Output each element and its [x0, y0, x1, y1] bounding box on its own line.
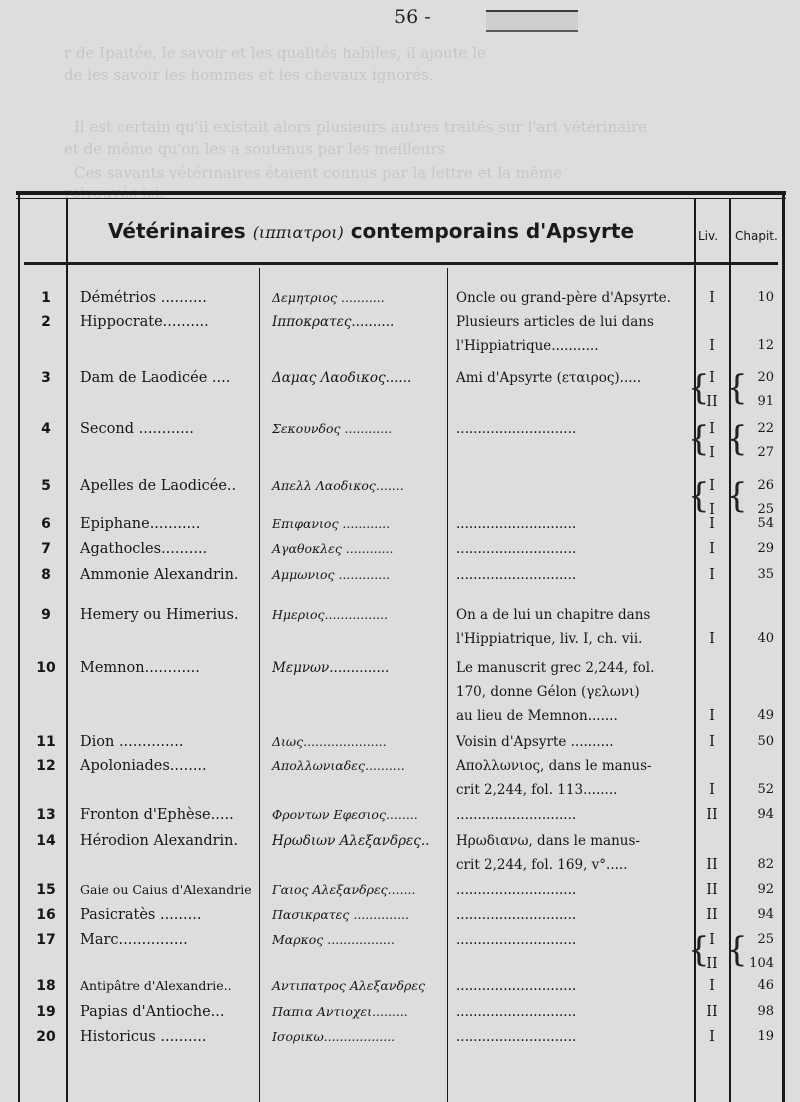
table-right-rule — [782, 191, 785, 1102]
row-chapitre: 82 — [757, 857, 774, 872]
row-chapitre: 94 — [757, 907, 774, 922]
row-chapitre: 52 — [757, 782, 774, 797]
row-livre: I — [709, 421, 715, 437]
row-note: Απολλωνιος, dans le manus- — [456, 758, 652, 774]
row-livre: II — [706, 907, 718, 923]
row-greek-name: Διως..................... — [272, 734, 387, 749]
row-note: ............................ — [456, 1004, 577, 1020]
row-note: ............................ — [456, 978, 577, 994]
row-greek-name: Αμμωνιος ............. — [272, 567, 391, 582]
row-number: 9 — [41, 607, 51, 623]
row-name: Gaie ou Caius d'Alexandrie — [80, 882, 252, 897]
row-chapitre: 40 — [757, 631, 774, 646]
row-note: ............................ — [456, 541, 577, 557]
row-note: Voisin d'Apsyrte .......... — [456, 734, 614, 750]
row-greek-name: Επιφανιος ............ — [272, 516, 391, 531]
title-suffix: contemporains d'Apsyrte — [350, 219, 635, 243]
row-greek-name: Ημεριος................ — [272, 607, 389, 622]
row-livre: I — [709, 445, 715, 461]
row-livre: I — [709, 782, 715, 798]
row-greek-name: Μεμνων.............. — [272, 660, 390, 676]
row-greek-name: Αντιπατρος Αλεξανδρες — [272, 978, 426, 993]
row-greek-name: Πασικρατες .............. — [272, 907, 409, 922]
row-livre: I — [709, 567, 715, 583]
row-greek-name: Ιπποκρατες.......... — [272, 314, 395, 330]
row-number: 16 — [36, 907, 56, 923]
row-note: l'Hippiatrique........... — [456, 338, 599, 354]
column-header-chapit: Chapit. — [735, 229, 778, 243]
row-chapitre: 50 — [757, 734, 774, 749]
row-greek-name: Ηρωδιων Αλεξανδρες.. — [272, 833, 430, 849]
row-greek-name: Γαιος Αλεξανδρες....... — [272, 882, 416, 897]
brace-left-icon: { — [688, 368, 710, 408]
row-name: Historicus .......... — [80, 1029, 207, 1045]
header-bottom-rule — [24, 262, 778, 265]
row-note: Oncle ou grand-père d'Apsyrte. — [456, 290, 671, 306]
row-livre: I — [709, 541, 715, 557]
table-top-rule — [16, 191, 786, 195]
row-chapitre: 35 — [757, 567, 774, 582]
row-note: ............................ — [456, 516, 577, 532]
row-chapitre: 25 — [757, 502, 774, 517]
row-name: Fronton d'Ephèse..... — [80, 807, 234, 823]
brace-right-icon: { — [726, 476, 748, 516]
row-livre: I — [709, 478, 715, 494]
row-number: 5 — [41, 478, 51, 494]
row-livre: II — [706, 807, 718, 823]
row-number: 19 — [36, 1004, 56, 1020]
row-chapitre: 20 — [757, 370, 774, 385]
col-rule-name — [259, 268, 260, 1102]
row-chapitre: 26 — [757, 478, 774, 493]
row-livre: I — [709, 708, 715, 724]
row-name: Pasicratès ......... — [80, 907, 202, 923]
row-greek-name: Αγαθοκλες ............ — [272, 541, 394, 556]
row-chapitre: 49 — [757, 708, 774, 723]
row-name: Antipâtre d'Alexandrie.. — [80, 978, 232, 993]
row-greek-name: Φροντων Εφεσιος........ — [272, 807, 418, 822]
row-note: Ηρωδιανω, dans le manus- — [456, 833, 640, 849]
table-left-rule — [18, 191, 20, 1102]
row-note: ............................ — [456, 932, 577, 948]
title-greek: (ιππιατροι) — [252, 223, 344, 242]
row-number: 3 — [41, 370, 51, 386]
row-note: Plusieurs articles de lui dans — [456, 314, 654, 330]
row-livre: I — [709, 370, 715, 386]
row-name: Memnon............ — [80, 660, 200, 676]
brace-left-icon: { — [688, 476, 710, 516]
row-note: ............................ — [456, 1029, 577, 1045]
row-name: Agathocles.......... — [80, 541, 208, 557]
row-greek-name: Σεκουνδος ............ — [272, 421, 393, 436]
row-number: 18 — [36, 978, 56, 994]
title-prefix: Vétérinaires — [108, 219, 246, 243]
row-number: 12 — [36, 758, 56, 774]
row-number: 13 — [36, 807, 56, 823]
row-chapitre: 98 — [757, 1004, 774, 1019]
bleed-line-4: et de même qu'on les a soutenus par les meilleurs — [64, 140, 446, 158]
row-chapitre: 46 — [757, 978, 774, 993]
bleed-line-5: Ces savants vétérinaires étaient connus par la lettre et la même — [74, 164, 562, 182]
row-name: Hérodion Alexandrin. — [80, 833, 239, 849]
row-number: 4 — [41, 421, 51, 437]
row-name: Dion .............. — [80, 734, 184, 750]
table-top-rule-thin — [16, 198, 786, 199]
row-livre: II — [706, 956, 718, 972]
row-name: Marc............... — [80, 932, 188, 948]
row-chapitre: 25 — [757, 932, 774, 947]
row-livre: II — [706, 394, 718, 410]
row-note: On a de lui un chapitre dans — [456, 607, 651, 623]
row-note: crit 2,244, fol. 113........ — [456, 782, 618, 798]
row-livre: I — [709, 1029, 715, 1045]
bleed-line-2: de les savoir les hommes et les chevaux ignorés. — [64, 66, 434, 84]
row-number: 11 — [36, 734, 56, 750]
row-chapitre: 19 — [757, 1029, 774, 1044]
row-number: 15 — [36, 882, 56, 898]
row-name: Hippocrate.......... — [80, 314, 209, 330]
row-chapitre: 12 — [757, 338, 774, 353]
column-header-liv: Liv. — [698, 229, 719, 243]
row-note: au lieu de Memnon....... — [456, 708, 618, 724]
row-number: 17 — [36, 932, 56, 948]
row-note: crit 2,244, fol. 169, v°..... — [456, 857, 628, 873]
row-livre: I — [709, 734, 715, 750]
row-name: Apelles de Laodicée.. — [80, 478, 237, 494]
row-note: ............................ — [456, 907, 577, 923]
row-livre: I — [709, 502, 715, 518]
row-greek-name: Δεμητριος ........... — [272, 290, 385, 305]
row-number: 7 — [41, 541, 51, 557]
row-livre: I — [709, 516, 715, 532]
row-greek-name: Ισορικω.................. — [272, 1029, 396, 1044]
row-greek-name: Απελλ Λαοδικος....... — [272, 478, 404, 493]
row-greek-name: Απολλωνιαδες.......... — [272, 758, 405, 773]
row-number: 10 — [36, 660, 56, 676]
row-chapitre: 92 — [757, 882, 774, 897]
row-chapitre: 29 — [757, 541, 774, 556]
row-livre: II — [706, 882, 718, 898]
row-greek-name: Δαμας Λαοδικος...... — [272, 370, 412, 386]
row-chapitre: 10 — [757, 290, 774, 305]
row-livre: I — [709, 631, 715, 647]
brace-right-icon: { — [726, 419, 748, 459]
row-name: Démétrios .......... — [80, 290, 207, 306]
row-name: Second ............ — [80, 421, 194, 437]
page-number: 56 - — [394, 6, 431, 28]
bleed-line-1: r de Ipaitée, le savoir et les qualités habiles, il ajoute le — [64, 44, 486, 62]
row-chapitre: 104 — [749, 956, 774, 971]
row-note: ............................ — [456, 882, 577, 898]
row-note: ............................ — [456, 807, 577, 823]
row-number: 14 — [36, 833, 56, 849]
col-rule-num — [66, 199, 68, 1102]
row-note: Ami d'Apsyrte (εταιρος)..... — [456, 370, 642, 386]
row-number: 2 — [41, 314, 51, 330]
brace-left-icon: { — [688, 930, 710, 970]
bleed-line-3: Il est certain qu'il existait alors plusieurs autres traités sur l'art vétérinaire — [74, 118, 648, 136]
table-title — [108, 219, 634, 243]
row-name: Epiphane........... — [80, 516, 201, 532]
row-livre: II — [706, 1004, 718, 1020]
row-livre: II — [706, 857, 718, 873]
row-chapitre: 22 — [757, 421, 774, 436]
row-number: 1 — [41, 290, 51, 306]
row-number: 8 — [41, 567, 51, 583]
row-note: 170, donne Gélon (γελωνι) — [456, 684, 640, 700]
row-name: Ammonie Alexandrin. — [80, 567, 239, 583]
row-greek-name: Μαρκος ................. — [272, 932, 395, 947]
row-name: Papias d'Antioche... — [80, 1004, 225, 1020]
row-number: 6 — [41, 516, 51, 532]
row-livre: I — [709, 932, 715, 948]
row-chapitre: 54 — [757, 516, 774, 531]
row-note: l'Hippiatrique, liv. I, ch. vii. — [456, 631, 643, 647]
brace-right-icon: { — [726, 930, 748, 970]
row-name: Hemery ou Himerius. — [80, 607, 239, 623]
row-chapitre: 94 — [757, 807, 774, 822]
col-rule-greek — [447, 268, 448, 1102]
row-name: Apoloniades........ — [80, 758, 207, 774]
row-note: Le manuscrit grec 2,244, fol. — [456, 660, 655, 676]
row-chapitre: 91 — [757, 394, 774, 409]
row-greek-name: Παπια Αντιοχει......... — [272, 1004, 408, 1019]
row-note: ............................ — [456, 421, 577, 437]
row-name: Dam de Laodicée .... — [80, 370, 231, 386]
row-number: 20 — [36, 1029, 56, 1045]
row-livre: I — [709, 290, 715, 306]
ink-smudge — [486, 10, 578, 32]
brace-right-icon: { — [726, 368, 748, 408]
row-livre: I — [709, 978, 715, 994]
row-note: ............................ — [456, 567, 577, 583]
row-chapitre: 27 — [757, 445, 774, 460]
brace-left-icon: { — [688, 419, 710, 459]
row-livre: I — [709, 338, 715, 354]
